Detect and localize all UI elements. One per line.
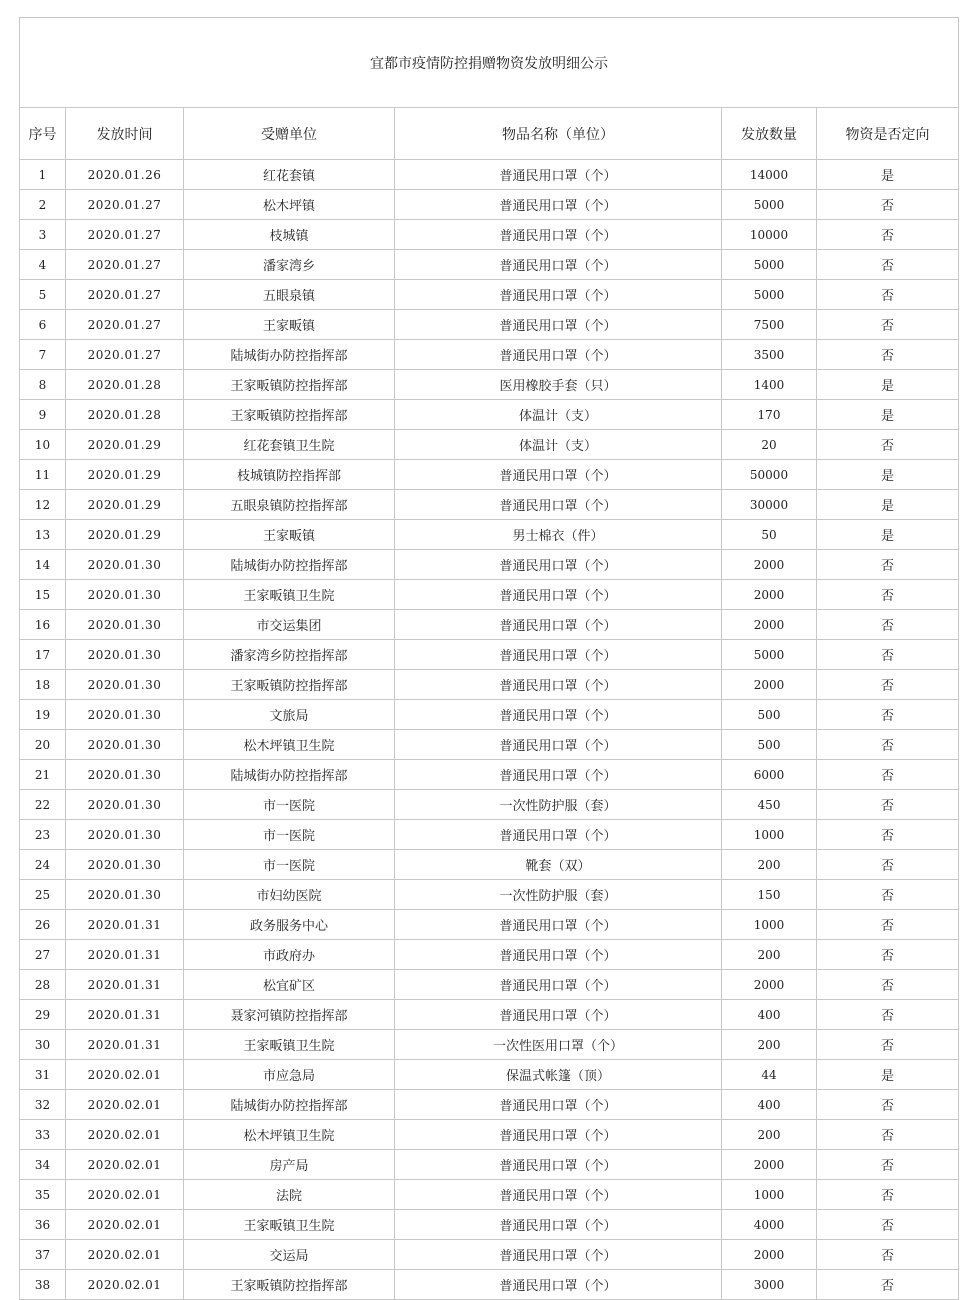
cell-date: 2020.01.30 <box>66 580 184 610</box>
cell-item-name: 男士棉衣（件） <box>395 520 722 550</box>
table-row <box>20 1150 959 1180</box>
table-row <box>20 610 959 640</box>
table-row <box>20 580 959 610</box>
cell-item-name: 普通民用口罩（个） <box>395 1240 722 1270</box>
cell-serial: 6 <box>20 310 66 340</box>
header-serial: 序号 <box>20 108 66 160</box>
table-row <box>20 970 959 1000</box>
cell-directed: 否 <box>817 1210 959 1240</box>
table-row <box>20 280 959 310</box>
cell-recipient: 王家畈镇 <box>184 520 395 550</box>
cell-serial: 25 <box>20 880 66 910</box>
cell-directed: 否 <box>817 1030 959 1060</box>
cell-serial: 26 <box>20 910 66 940</box>
cell-serial: 30 <box>20 1030 66 1060</box>
cell-recipient: 潘家湾乡防控指挥部 <box>184 640 395 670</box>
cell-recipient: 聂家河镇防控指挥部 <box>184 1000 395 1030</box>
cell-serial: 29 <box>20 1000 66 1030</box>
cell-item-name: 体温计（支） <box>395 430 722 460</box>
cell-quantity: 4000 <box>722 1210 817 1240</box>
cell-directed: 否 <box>817 580 959 610</box>
cell-date: 2020.01.30 <box>66 700 184 730</box>
cell-date: 2020.01.28 <box>66 400 184 430</box>
table-row <box>20 700 959 730</box>
cell-item-name: 普通民用口罩（个） <box>395 1150 722 1180</box>
cell-item-name: 普通民用口罩（个） <box>395 280 722 310</box>
cell-recipient: 枝城镇防控指挥部 <box>184 460 395 490</box>
cell-item-name: 普通民用口罩（个） <box>395 700 722 730</box>
cell-item-name: 靴套（双） <box>395 850 722 880</box>
table-row <box>20 640 959 670</box>
cell-directed: 是 <box>817 400 959 430</box>
table-row <box>20 1090 959 1120</box>
cell-directed: 否 <box>817 760 959 790</box>
cell-date: 2020.01.27 <box>66 250 184 280</box>
cell-directed: 否 <box>817 550 959 580</box>
cell-quantity: 3500 <box>722 340 817 370</box>
cell-quantity: 1400 <box>722 370 817 400</box>
cell-item-name: 普通民用口罩（个） <box>395 820 722 850</box>
cell-quantity: 5000 <box>722 640 817 670</box>
cell-directed: 否 <box>817 610 959 640</box>
cell-quantity: 1000 <box>722 1180 817 1210</box>
cell-directed: 否 <box>817 190 959 220</box>
cell-serial: 12 <box>20 490 66 520</box>
cell-recipient: 王家畈镇防控指挥部 <box>184 1270 395 1300</box>
table-row <box>20 340 959 370</box>
cell-quantity: 50000 <box>722 460 817 490</box>
cell-serial: 17 <box>20 640 66 670</box>
table-row <box>20 880 959 910</box>
cell-serial: 14 <box>20 550 66 580</box>
cell-recipient: 房产局 <box>184 1150 395 1180</box>
cell-quantity: 400 <box>722 1000 817 1030</box>
cell-quantity: 3000 <box>722 1270 817 1300</box>
cell-recipient: 王家畈镇 <box>184 310 395 340</box>
cell-date: 2020.01.31 <box>66 910 184 940</box>
cell-directed: 否 <box>817 310 959 340</box>
cell-directed: 否 <box>817 1120 959 1150</box>
cell-item-name: 一次性防护服（套） <box>395 880 722 910</box>
cell-date: 2020.01.30 <box>66 550 184 580</box>
cell-directed: 否 <box>817 670 959 700</box>
cell-item-name: 医用橡胶手套（只） <box>395 370 722 400</box>
table-row <box>20 910 959 940</box>
cell-date: 2020.01.30 <box>66 820 184 850</box>
header-recipient: 受赠单位 <box>184 108 395 160</box>
cell-quantity: 200 <box>722 850 817 880</box>
table-row <box>20 730 959 760</box>
cell-quantity: 10000 <box>722 220 817 250</box>
cell-serial: 22 <box>20 790 66 820</box>
cell-date: 2020.01.29 <box>66 490 184 520</box>
cell-quantity: 50 <box>722 520 817 550</box>
cell-date: 2020.01.30 <box>66 730 184 760</box>
cell-serial: 27 <box>20 940 66 970</box>
cell-recipient: 市政府办 <box>184 940 395 970</box>
cell-directed: 否 <box>817 1000 959 1030</box>
cell-serial: 18 <box>20 670 66 700</box>
cell-directed: 否 <box>817 340 959 370</box>
cell-serial: 10 <box>20 430 66 460</box>
cell-item-name: 普通民用口罩（个） <box>395 670 722 700</box>
cell-date: 2020.01.27 <box>66 340 184 370</box>
cell-recipient: 文旅局 <box>184 700 395 730</box>
cell-item-name: 普通民用口罩（个） <box>395 1090 722 1120</box>
cell-serial: 31 <box>20 1060 66 1090</box>
table-row <box>20 1240 959 1270</box>
cell-date: 2020.01.31 <box>66 1000 184 1030</box>
cell-directed: 否 <box>817 1180 959 1210</box>
cell-quantity: 2000 <box>722 970 817 1000</box>
table-row <box>20 250 959 280</box>
cell-date: 2020.01.29 <box>66 520 184 550</box>
cell-recipient: 王家畈镇防控指挥部 <box>184 370 395 400</box>
cell-recipient: 红花套镇卫生院 <box>184 430 395 460</box>
cell-recipient: 松宜矿区 <box>184 970 395 1000</box>
cell-serial: 13 <box>20 520 66 550</box>
cell-serial: 33 <box>20 1120 66 1150</box>
cell-recipient: 政务服务中心 <box>184 910 395 940</box>
cell-serial: 20 <box>20 730 66 760</box>
table-row <box>20 400 959 430</box>
cell-serial: 5 <box>20 280 66 310</box>
cell-directed: 否 <box>817 250 959 280</box>
cell-recipient: 陆城街办防控指挥部 <box>184 340 395 370</box>
cell-recipient: 市一医院 <box>184 820 395 850</box>
cell-item-name: 普通民用口罩（个） <box>395 1180 722 1210</box>
cell-item-name: 普通民用口罩（个） <box>395 1210 722 1240</box>
table-row <box>20 430 959 460</box>
cell-directed: 否 <box>817 220 959 250</box>
cell-quantity: 200 <box>722 1120 817 1150</box>
cell-item-name: 普通民用口罩（个） <box>395 460 722 490</box>
donation-distribution-table <box>19 17 959 1300</box>
cell-recipient: 松木坪镇 <box>184 190 395 220</box>
cell-directed: 否 <box>817 640 959 670</box>
cell-item-name: 普通民用口罩（个） <box>395 550 722 580</box>
cell-date: 2020.02.01 <box>66 1240 184 1270</box>
cell-quantity: 1000 <box>722 820 817 850</box>
cell-date: 2020.01.26 <box>66 160 184 190</box>
cell-date: 2020.01.31 <box>66 1030 184 1060</box>
cell-quantity: 6000 <box>722 760 817 790</box>
cell-date: 2020.02.01 <box>66 1180 184 1210</box>
cell-directed: 否 <box>817 1150 959 1180</box>
cell-directed: 否 <box>817 850 959 880</box>
table-row <box>20 850 959 880</box>
cell-quantity: 2000 <box>722 550 817 580</box>
cell-recipient: 交运局 <box>184 1240 395 1270</box>
cell-quantity: 2000 <box>722 1150 817 1180</box>
cell-quantity: 44 <box>722 1060 817 1090</box>
cell-serial: 4 <box>20 250 66 280</box>
cell-recipient: 王家畈镇防控指挥部 <box>184 670 395 700</box>
cell-date: 2020.02.01 <box>66 1210 184 1240</box>
cell-quantity: 5000 <box>722 250 817 280</box>
table-row <box>20 1180 959 1210</box>
cell-recipient: 王家畈镇卫生院 <box>184 1030 395 1060</box>
cell-directed: 是 <box>817 1060 959 1090</box>
cell-serial: 15 <box>20 580 66 610</box>
cell-date: 2020.02.01 <box>66 1120 184 1150</box>
cell-recipient: 红花套镇 <box>184 160 395 190</box>
cell-directed: 否 <box>817 940 959 970</box>
cell-quantity: 200 <box>722 1030 817 1060</box>
cell-recipient: 五眼泉镇防控指挥部 <box>184 490 395 520</box>
cell-recipient: 市交运集团 <box>184 610 395 640</box>
cell-item-name: 普通民用口罩（个） <box>395 1000 722 1030</box>
cell-quantity: 170 <box>722 400 817 430</box>
cell-item-name: 普通民用口罩（个） <box>395 970 722 1000</box>
cell-recipient: 市一医院 <box>184 850 395 880</box>
title-row <box>20 18 959 108</box>
cell-serial: 24 <box>20 850 66 880</box>
cell-serial: 9 <box>20 400 66 430</box>
cell-quantity: 14000 <box>722 160 817 190</box>
cell-serial: 11 <box>20 460 66 490</box>
table-row <box>20 670 959 700</box>
cell-recipient: 松木坪镇卫生院 <box>184 730 395 760</box>
cell-directed: 是 <box>817 370 959 400</box>
cell-serial: 16 <box>20 610 66 640</box>
cell-serial: 8 <box>20 370 66 400</box>
cell-directed: 否 <box>817 880 959 910</box>
cell-recipient: 市妇幼医院 <box>184 880 395 910</box>
cell-item-name: 普通民用口罩（个） <box>395 220 722 250</box>
cell-item-name: 普通民用口罩（个） <box>395 1120 722 1150</box>
header-quantity: 发放数量 <box>722 108 817 160</box>
cell-item-name: 普通民用口罩（个） <box>395 640 722 670</box>
cell-item-name: 普通民用口罩（个） <box>395 1270 722 1300</box>
cell-item-name: 普通民用口罩（个） <box>395 610 722 640</box>
cell-quantity: 2000 <box>722 580 817 610</box>
cell-item-name: 普通民用口罩（个） <box>395 940 722 970</box>
cell-serial: 37 <box>20 1240 66 1270</box>
table-row <box>20 760 959 790</box>
table-row <box>20 160 959 190</box>
cell-quantity: 2000 <box>722 610 817 640</box>
table-row <box>20 310 959 340</box>
cell-directed: 否 <box>817 1240 959 1270</box>
cell-item-name: 一次性医用口罩（个） <box>395 1030 722 1060</box>
table-row <box>20 370 959 400</box>
cell-recipient: 松木坪镇卫生院 <box>184 1120 395 1150</box>
cell-date: 2020.01.29 <box>66 430 184 460</box>
cell-directed: 是 <box>817 490 959 520</box>
cell-item-name: 普通民用口罩（个） <box>395 910 722 940</box>
cell-quantity: 500 <box>722 730 817 760</box>
cell-serial: 2 <box>20 190 66 220</box>
cell-date: 2020.02.01 <box>66 1150 184 1180</box>
cell-date: 2020.02.01 <box>66 1060 184 1090</box>
cell-date: 2020.02.01 <box>66 1270 184 1300</box>
cell-quantity: 5000 <box>722 280 817 310</box>
table-row <box>20 1120 959 1150</box>
cell-recipient: 枝城镇 <box>184 220 395 250</box>
table-row <box>20 1210 959 1240</box>
cell-recipient: 市应急局 <box>184 1060 395 1090</box>
cell-directed: 否 <box>817 700 959 730</box>
cell-quantity: 30000 <box>722 490 817 520</box>
cell-directed: 否 <box>817 1090 959 1120</box>
table-row <box>20 1000 959 1030</box>
cell-directed: 否 <box>817 730 959 760</box>
cell-directed: 否 <box>817 280 959 310</box>
cell-quantity: 150 <box>722 880 817 910</box>
cell-recipient: 陆城街办防控指挥部 <box>184 550 395 580</box>
cell-quantity: 450 <box>722 790 817 820</box>
cell-directed: 否 <box>817 790 959 820</box>
table-row <box>20 940 959 970</box>
cell-item-name: 普通民用口罩（个） <box>395 250 722 280</box>
cell-item-name: 普通民用口罩（个） <box>395 160 722 190</box>
cell-recipient: 法院 <box>184 1180 395 1210</box>
cell-quantity: 2000 <box>722 1240 817 1270</box>
cell-directed: 否 <box>817 970 959 1000</box>
cell-directed: 否 <box>817 430 959 460</box>
cell-item-name: 保温式帐篷（顶） <box>395 1060 722 1090</box>
cell-quantity: 1000 <box>722 910 817 940</box>
cell-recipient: 陆城街办防控指挥部 <box>184 1090 395 1120</box>
cell-serial: 19 <box>20 700 66 730</box>
cell-recipient: 市一医院 <box>184 790 395 820</box>
cell-directed: 否 <box>817 910 959 940</box>
cell-recipient: 五眼泉镇 <box>184 280 395 310</box>
cell-quantity: 400 <box>722 1090 817 1120</box>
cell-quantity: 500 <box>722 700 817 730</box>
cell-directed: 是 <box>817 160 959 190</box>
cell-item-name: 普通民用口罩（个） <box>395 490 722 520</box>
cell-recipient: 王家畈镇防控指挥部 <box>184 400 395 430</box>
header-date: 发放时间 <box>66 108 184 160</box>
cell-item-name: 普通民用口罩（个） <box>395 310 722 340</box>
cell-date: 2020.01.30 <box>66 880 184 910</box>
cell-serial: 36 <box>20 1210 66 1240</box>
cell-quantity: 2000 <box>722 670 817 700</box>
cell-item-name: 一次性防护服（套） <box>395 790 722 820</box>
cell-quantity: 5000 <box>722 190 817 220</box>
cell-date: 2020.01.30 <box>66 850 184 880</box>
cell-directed: 是 <box>817 520 959 550</box>
cell-date: 2020.01.30 <box>66 670 184 700</box>
cell-recipient: 潘家湾乡 <box>184 250 395 280</box>
cell-serial: 21 <box>20 760 66 790</box>
table-row <box>20 790 959 820</box>
cell-item-name: 普通民用口罩（个） <box>395 760 722 790</box>
cell-quantity: 20 <box>722 430 817 460</box>
cell-serial: 34 <box>20 1150 66 1180</box>
cell-date: 2020.01.27 <box>66 280 184 310</box>
cell-serial: 23 <box>20 820 66 850</box>
cell-item-name: 普通民用口罩（个） <box>395 190 722 220</box>
cell-serial: 3 <box>20 220 66 250</box>
cell-serial: 7 <box>20 340 66 370</box>
cell-date: 2020.01.27 <box>66 310 184 340</box>
cell-date: 2020.01.30 <box>66 610 184 640</box>
cell-date: 2020.01.30 <box>66 760 184 790</box>
cell-serial: 32 <box>20 1090 66 1120</box>
table-row <box>20 460 959 490</box>
table-title: 宜都市疫情防控捐赠物资发放明细公示 <box>20 18 959 108</box>
cell-recipient: 王家畈镇卫生院 <box>184 580 395 610</box>
cell-recipient: 王家畈镇卫生院 <box>184 1210 395 1240</box>
cell-item-name: 普通民用口罩（个） <box>395 730 722 760</box>
table-row <box>20 1270 959 1300</box>
cell-item-name: 体温计（支） <box>395 400 722 430</box>
cell-quantity: 7500 <box>722 310 817 340</box>
cell-directed: 否 <box>817 1270 959 1300</box>
cell-item-name: 普通民用口罩（个） <box>395 340 722 370</box>
table-row <box>20 1060 959 1090</box>
table-row <box>20 820 959 850</box>
cell-directed: 是 <box>817 460 959 490</box>
table-row <box>20 490 959 520</box>
cell-date: 2020.01.31 <box>66 940 184 970</box>
cell-item-name: 普通民用口罩（个） <box>395 580 722 610</box>
cell-date: 2020.01.27 <box>66 190 184 220</box>
table-row <box>20 190 959 220</box>
table-row <box>20 1030 959 1060</box>
table-row <box>20 550 959 580</box>
cell-date: 2020.01.31 <box>66 970 184 1000</box>
cell-serial: 1 <box>20 160 66 190</box>
cell-date: 2020.01.29 <box>66 460 184 490</box>
header-row <box>20 108 959 160</box>
cell-date: 2020.01.30 <box>66 640 184 670</box>
cell-recipient: 陆城街办防控指挥部 <box>184 760 395 790</box>
cell-serial: 38 <box>20 1270 66 1300</box>
cell-serial: 35 <box>20 1180 66 1210</box>
table-body <box>20 160 959 1300</box>
cell-quantity: 200 <box>722 940 817 970</box>
table-row <box>20 520 959 550</box>
header-directed: 物资是否定向 <box>817 108 959 160</box>
header-item-name: 物品名称（单位） <box>395 108 722 160</box>
cell-directed: 否 <box>817 820 959 850</box>
cell-date: 2020.02.01 <box>66 1090 184 1120</box>
cell-date: 2020.01.27 <box>66 220 184 250</box>
table-row <box>20 220 959 250</box>
cell-date: 2020.01.30 <box>66 790 184 820</box>
cell-serial: 28 <box>20 970 66 1000</box>
cell-date: 2020.01.28 <box>66 370 184 400</box>
